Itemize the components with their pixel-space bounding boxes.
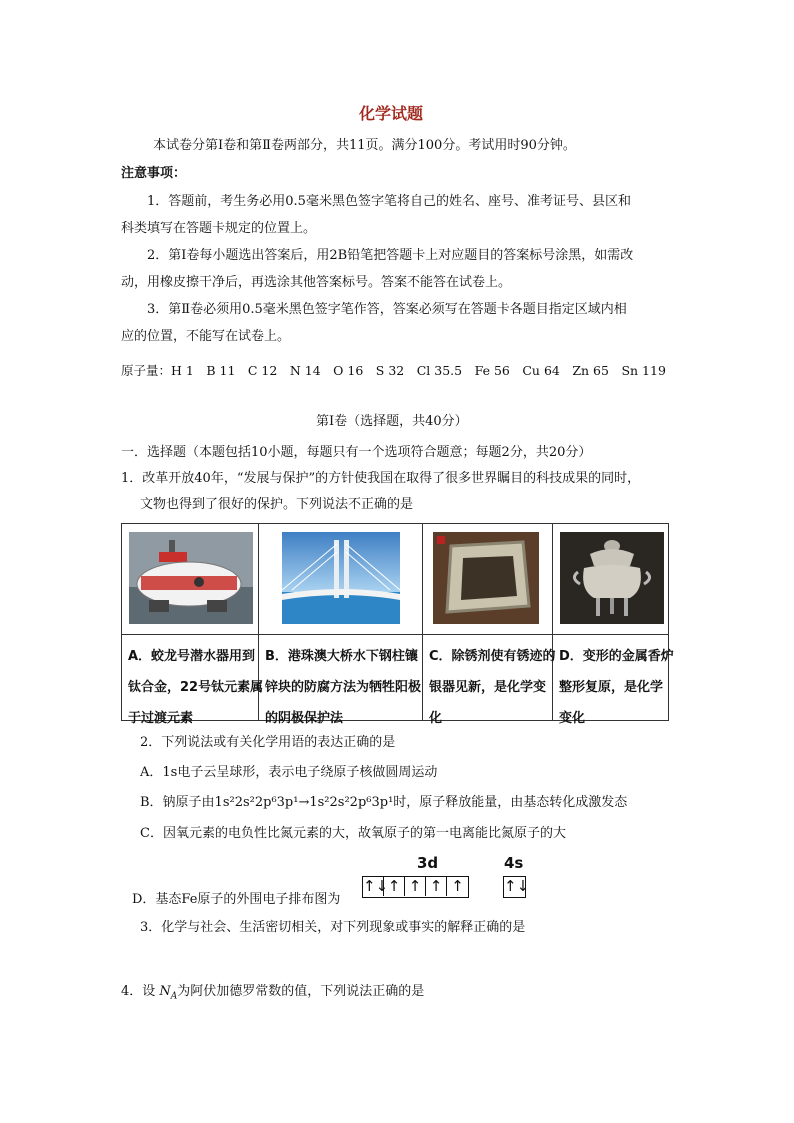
question-3: 3．化学与社会、生活密切相关，对下列现象或事实的解释正确的是 [140, 920, 526, 935]
orbital-label-4s: 4s [504, 854, 524, 872]
orbital-label-3d: 3d [417, 854, 439, 872]
orbital-box: ↑ [405, 877, 426, 896]
question-4-na-sub: A [170, 991, 178, 1002]
question-2: 2．下列说法或有关化学用语的表达正确的是 [140, 735, 396, 750]
orbital-box: ↑ [451, 877, 464, 895]
orbital-diagram-3d [362, 876, 469, 898]
question-2-option-c: C．因氧元素的电负性比氮元素的大，故氧原子的第一电离能比氮原子的大 [140, 826, 566, 841]
question-4-na: N [159, 984, 171, 999]
bridge-image [282, 532, 400, 624]
silver-vessel-image [433, 532, 539, 624]
notice-2-line-1: 2．第Ⅰ卷每小题选出答案后，用2B铅笔把答题卡上对应题目的答案标号涂黑，如需改 [147, 248, 634, 263]
notice-3-line-2: 应的位置，不能写在试卷上。 [121, 329, 291, 344]
submersible-image [129, 532, 253, 624]
question-1-line-1: 1．改革开放40年，“发展与保护”的方针使我国在取得了很多世界瞩目的科技成果的同时， [121, 471, 641, 486]
option-d-caption: D．变形的金属香炉整形复原，是化学变化 [559, 649, 674, 726]
option-c-caption: C．除锈剂使有锈迹的银器见新，是化学变化 [429, 649, 556, 726]
question-2-option-d: D．基态Fe原子的外围电子排布图为 [132, 892, 341, 907]
question-4 [121, 984, 424, 1005]
atomic-mass-line: 原子量：H 1 B 11 C 12 N 14 O 16 S 32 Cl 35.5 Fe 56 Cu 64 Zn 65 Sn 119 [121, 363, 666, 378]
notice-1-line-1: 1．答题前，考生务必用0.5毫米黑色签字笔将自己的姓名、座号、准考证号、县区和 [147, 194, 631, 209]
option-a-caption: A．蛟龙号潜水器用到钛合金，22号钛元素属于过渡元素 [128, 649, 264, 726]
censer-image [560, 532, 664, 624]
orbital-box: ↑ [426, 877, 447, 896]
question-1-line-2: 文物也得到了很好的保护。下列说法不正确的是 [140, 497, 414, 512]
question-4-prefix: 4．设 [121, 984, 160, 999]
orbital-box: ↑↓ [504, 877, 530, 895]
question-2-option-a: A．1s电子云呈球形，表示电子绕原子核做圆周运动 [140, 765, 438, 780]
notice-3-line-1: 3．第Ⅱ卷必须用0.5毫米黑色签字笔作答，答案必须写在答题卡各题目指定区域内相 [147, 302, 627, 317]
orbital-box: ↑↓ [363, 877, 389, 895]
orbital-box: ↑ [384, 877, 405, 896]
question-4-suffix: 为阿伏加德罗常数的值，下列说法正确的是 [177, 984, 425, 999]
option-b-caption: B．港珠澳大桥水下钢柱镶锌块的防腐方法为牺牲阳极的阴极保护法 [265, 649, 422, 726]
notice-heading: 注意事项： [121, 166, 187, 181]
notice-1-line-2: 科类填写在答题卡规定的位置上。 [121, 221, 317, 236]
intro-text: 本试卷分第Ⅰ卷和第Ⅱ卷两部分，共11页。满分100分。考试用时90分钟。 [153, 138, 576, 153]
orbital-diagram-4s [503, 876, 530, 898]
page-title: 化学试题 [359, 104, 424, 123]
question-1-options-table [121, 523, 674, 726]
question-2-option-b: B．钠原子由1s²2s²2p⁶3p¹→1s²2s²2p⁶3p¹时，原子释放能量，由基态转化成激发态 [140, 795, 628, 810]
notice-2-line-2: 动，用橡皮擦干净后，再选涂其他答案标号。答案不能答在试卷上。 [121, 275, 512, 290]
part1-title: 第Ⅰ卷（选择题，共40分） [316, 414, 468, 429]
section1-heading: 一．选择题（本题包括10小题，每题只有一个选项符合题意；每题2分，共20分） [121, 445, 592, 460]
